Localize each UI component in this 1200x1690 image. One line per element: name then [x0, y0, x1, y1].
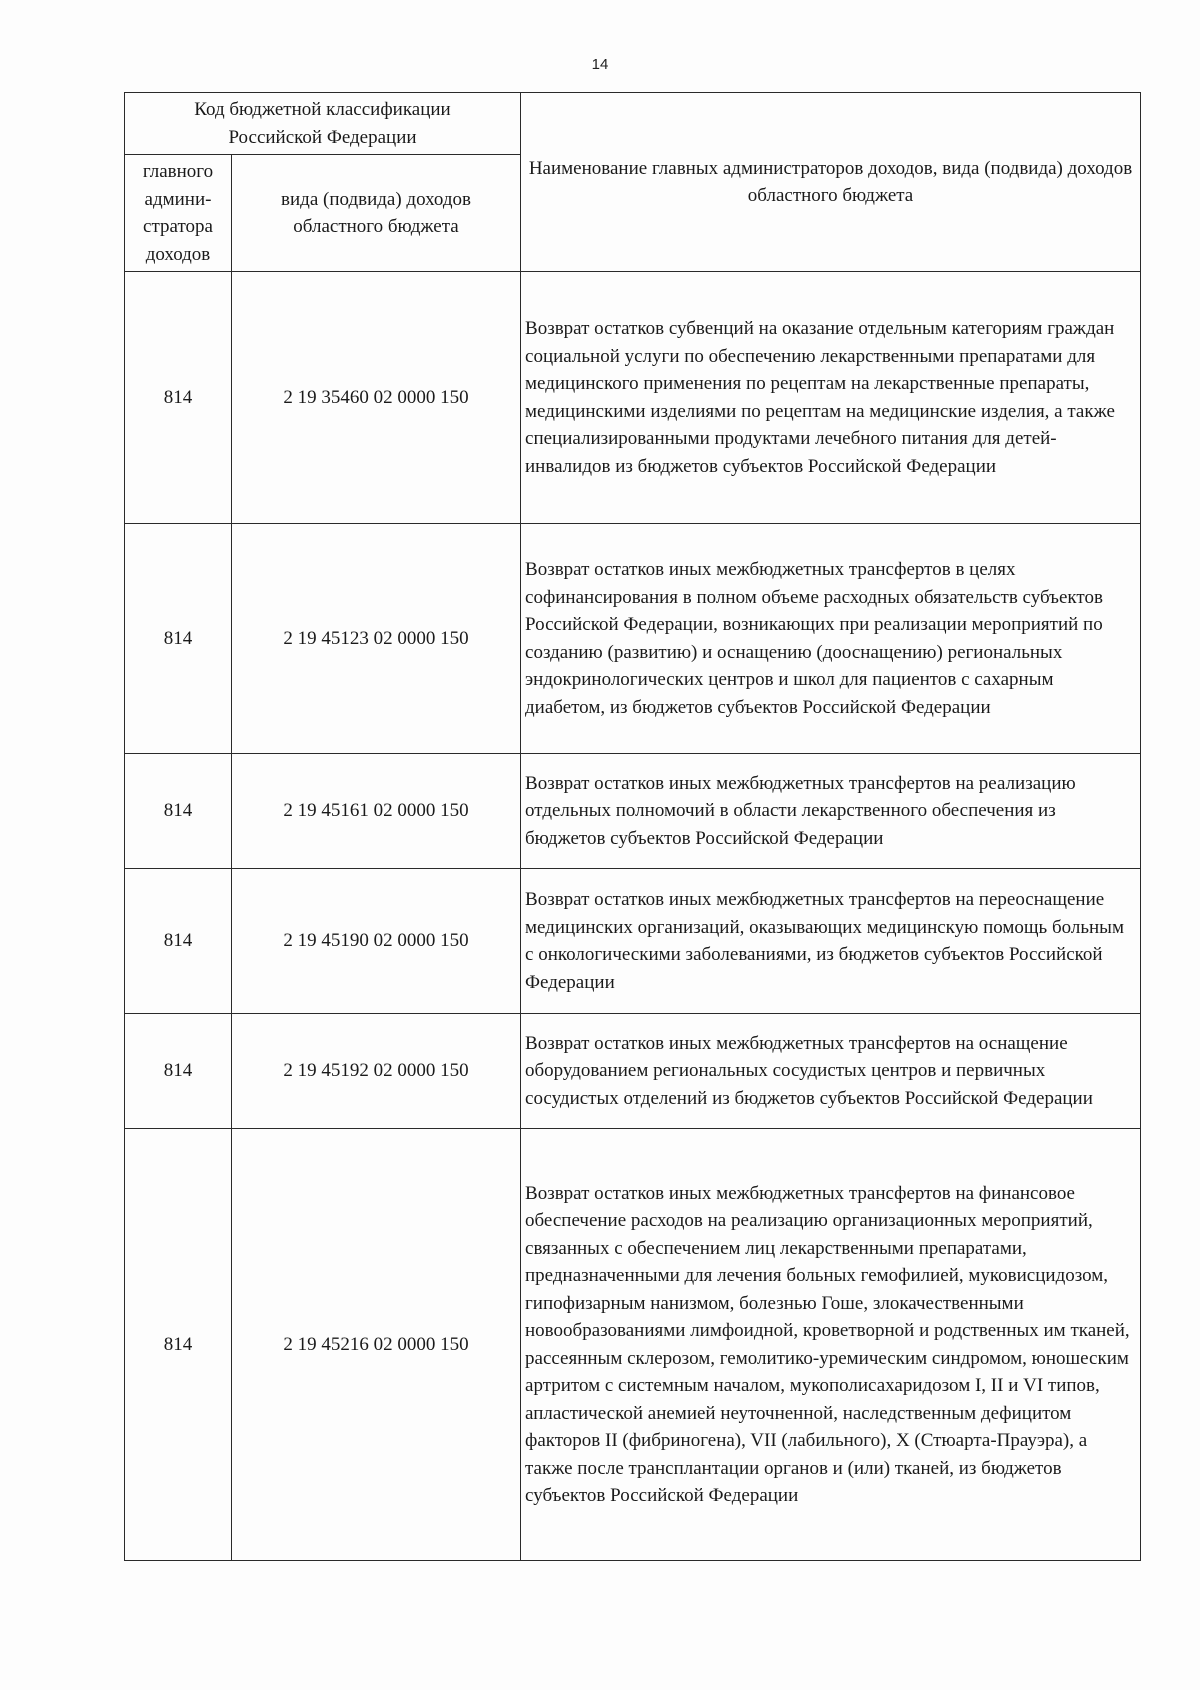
income-name-cell: Возврат остатков иных межбюджетных трансфертов на реализацию отдельных полномочий в области лекарственного обеспечения из бюджетов субъектов Российской Федерации [521, 754, 1141, 869]
table-row [125, 754, 1141, 869]
income-name-cell: Возврат остатков иных межбюджетных трансфертов на переоснащение медицинских организаций, оказывающих медицинскую помощь больным с онкологическими заболеваниями, из бюджетов субъектов Российской Федерации [521, 869, 1141, 1014]
table-row [125, 272, 1141, 524]
header-admin-column: главного админи-стратора доходов [125, 155, 232, 272]
header-name-column: Наименование главных администраторов доходов, вида (подвида) доходов областного бюджета [521, 93, 1141, 272]
header-code-group: Код бюджетной классификации Российской Федерации [125, 93, 521, 155]
budget-classification-table [124, 92, 1141, 1561]
header-code-column: вида (подвида) доходов областного бюджета [232, 155, 521, 272]
income-code-cell: 2 19 45192 02 0000 150 [232, 1014, 521, 1129]
income-name-cell: Возврат остатков иных межбюджетных трансфертов на финансовое обеспечение расходов на реализацию организационных мероприятий, связанных с обеспечением лиц лекарственными препаратами, предназначенными для лечения больных гемофилией, муковисцидозом, гипофизарным нанизмом, болезнью Гоше, злокачественными новообразованиями лимфоидной, кроветворной и родственных им тканей, рассеянным склерозом, гемолитико-уремическим синдромом, юношеским артритом с системным началом, мукополисахаридозом I, II и VI типов, апластической анемией неуточненной, наследственным дефицитом факторов II (фибриногена), VII (лабильного), X (Стюарта-Прауэра), а также после трансплантации органов и (или) тканей, из бюджетов субъектов Российской Федерации [521, 1129, 1141, 1561]
income-code-cell: 2 19 35460 02 0000 150 [232, 272, 521, 524]
page-number: 14 [591, 56, 609, 73]
table-row [125, 869, 1141, 1014]
table-row [125, 1129, 1141, 1561]
income-name-cell: Возврат остатков иных межбюджетных трансфертов в целях софинансирования в полном объеме расходных обязательств субъектов Российской Федерации, возникающих при реализации мероприятий по созданию (развитию) и оснащению (дооснащению) региональных эндокринологических центров и школ для пациентов с сахарным диабетом, из бюджетов субъектов Российской Федерации [521, 524, 1141, 754]
table-row [125, 1014, 1141, 1129]
admin-code-cell: 814 [125, 1129, 232, 1561]
income-name-cell: Возврат остатков иных межбюджетных трансфертов на оснащение оборудованием региональных сосудистых центров и первичных сосудистых отделений из бюджетов субъектов Российской Федерации [521, 1014, 1141, 1129]
income-code-cell: 2 19 45190 02 0000 150 [232, 869, 521, 1014]
admin-code-cell: 814 [125, 524, 232, 754]
admin-code-cell: 814 [125, 1014, 232, 1129]
income-code-cell: 2 19 45123 02 0000 150 [232, 524, 521, 754]
income-code-cell: 2 19 45161 02 0000 150 [232, 754, 521, 869]
income-code-cell: 2 19 45216 02 0000 150 [232, 1129, 521, 1561]
admin-code-cell: 814 [125, 754, 232, 869]
admin-code-cell: 814 [125, 869, 232, 1014]
income-name-cell: Возврат остатков субвенций на оказание отдельным категориям граждан социальной услуги по обеспечению лекарственными препаратами для медицинского применения по рецептам на лекарственные препараты, медицинскими изделиями по рецептам на медицинские изделия, а также специализированными продуктами лечебного питания для детей-инвалидов из бюджетов субъектов Российской Федерации [521, 272, 1141, 524]
admin-code-cell: 814 [125, 272, 232, 524]
table-row [125, 524, 1141, 754]
